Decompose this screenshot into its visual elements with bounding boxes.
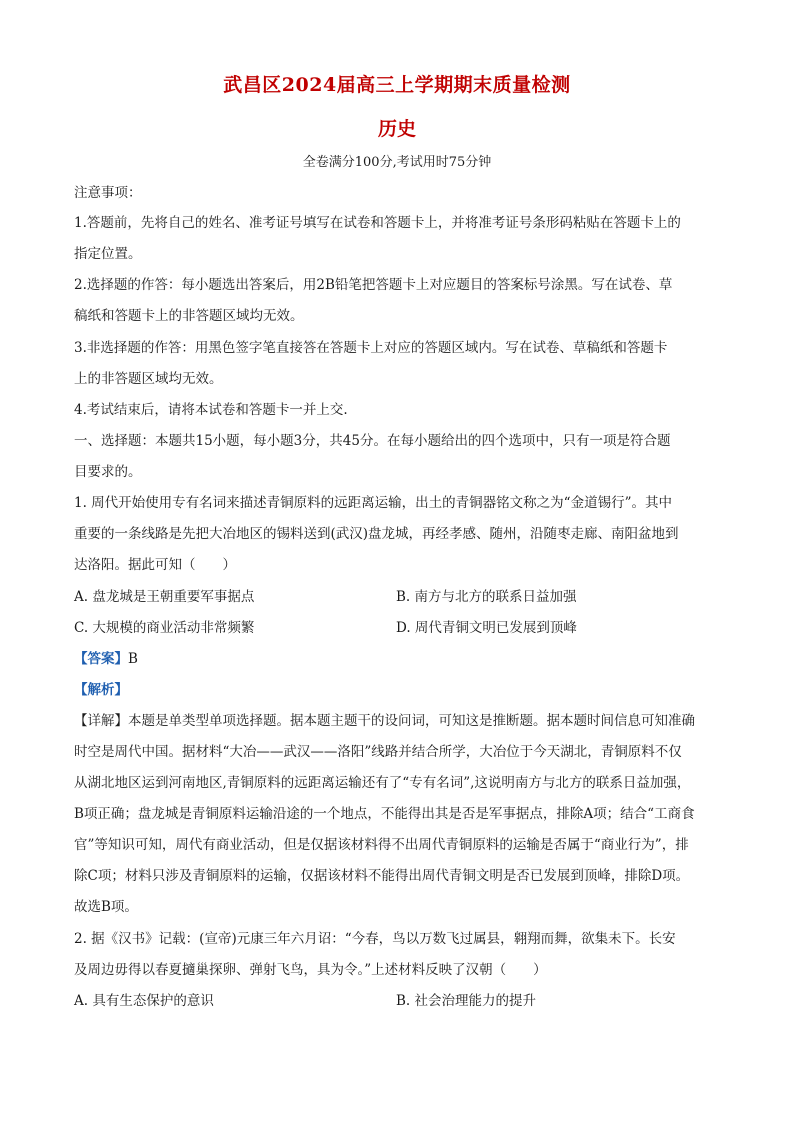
question-1-stem-end: 达洛阳。据此可知（ ） <box>74 557 236 573</box>
notice-item-4: 4.考试结束后，请将本试卷和答题卡一并上交. <box>74 402 348 418</box>
notice-item-3: 3.非选择题的作答：用黑色签字笔直接答在答题卡上对应的答题区域内。写在试卷、草稿纸和答题卡 <box>74 340 668 356</box>
notice-item-1-cont: 指定位置。 <box>74 246 142 262</box>
question-2-option-b: B. 社会治理能力的提升 <box>396 993 537 1009</box>
question-2-option-a: A. 具有生态保护的意识 <box>74 993 214 1009</box>
question-1-option-a: A. 盘龙城是王朝重要军事据点 <box>74 589 255 605</box>
question-1-detail-1: 【详解】本题是单类型单项选择题。据本题主题干的设问词，可知这是推断题。据本题时间信息可知准确 <box>74 713 695 729</box>
question-1-option-c: C. 大规模的商业活动非常频繁 <box>74 620 255 636</box>
notice-item-3-cont: 上的非答题区域均无效。 <box>74 371 223 387</box>
question-1-analysis-tag <box>74 681 128 699</box>
answer-tag: 【答案】 <box>74 651 128 667</box>
subject-title: 历史 <box>377 118 416 140</box>
question-1-stem: 1. 周代开始使用专有名词来描述青铜原料的远距离运输，出土的青铜器铭文称之为“金道锡行”。其中 <box>74 495 672 511</box>
exam-info: 全卷满分100分,考试用时75分钟 <box>302 155 492 170</box>
question-1-detail-2: 时空是周代中国。据材料“大冶——武汉——洛阳”线路并结合所学，大冶位于今天湖北，青铜原料不仅 <box>74 744 682 760</box>
question-1-stem-cont: 重要的一条线路是先把大冶地区的锡料送到(武汉)盘龙城，再经孝感、随州，沿随枣走廊、南阳盆地到 <box>74 526 679 542</box>
question-1-detail-5: 官”等知识可知，周代有商业活动，但是仅据该材料得不出周代青铜原料的运输是否属于“商业行为”，排 <box>74 837 689 853</box>
question-1-detail-4: B项正确；盘龙城是青铜原料运输沿途的一个地点，不能得出其是否是军事据点，排除A项；结合“工商食 <box>74 806 695 822</box>
analysis-tag: 【解析】 <box>74 682 128 698</box>
question-1-detail-7: 故选B项。 <box>74 899 138 915</box>
question-2-stem-cont: 及周边毋得以春夏擿巢探卵、弹射飞鸟，具为令。”上述材料反映了汉朝（ ） <box>74 962 547 978</box>
question-1-option-b: B. 南方与北方的联系日益加强 <box>396 589 577 605</box>
notice-item-1: 1.答题前，先将自己的姓名、准考证号填写在试卷和答题卡上，并将准考证号条形码粘贴在答题卡上的 <box>74 215 681 231</box>
exam-title: 武昌区2024届高三上学期期末质量检测 <box>223 74 571 96</box>
question-1-answer <box>74 650 138 668</box>
question-1-option-d: D. 周代青铜文明已发展到顶峰 <box>396 620 577 636</box>
question-1-detail-6: 除C项；材料只涉及青铜原料的运输，仅据该材料不能得出周代青铜文明是否已发展到顶峰，排除D项。 <box>74 868 690 884</box>
section-heading: 一、选择题：本题共15小题，每小题3分，共45分。在每小题给出的四个选项中，只有一项是符合题 <box>74 433 671 449</box>
notice-item-2-cont: 稿纸和答题卡上的非答题区域均无效。 <box>74 308 304 324</box>
question-1-detail-3: 从湖北地区运到河南地区,青铜原料的远距离运输还有了“专有名词”,这说明南方与北方的联系日益加强， <box>74 775 691 791</box>
notice-heading: 注意事项： <box>74 185 142 201</box>
section-heading-cont: 目要求的。 <box>74 464 142 480</box>
answer-value: B <box>128 651 138 667</box>
question-2-stem: 2. 据《汉书》记载：(宣帝)元康三年六月诏：“今春，鸟以万数飞过属县，翱翔而舞，欲集未下。长安 <box>74 931 676 947</box>
notice-item-2: 2.选择题的作答：每小题选出答案后，用2B铅笔把答题卡上对应题目的答案标号涂黑。写在试卷、草 <box>74 277 673 293</box>
